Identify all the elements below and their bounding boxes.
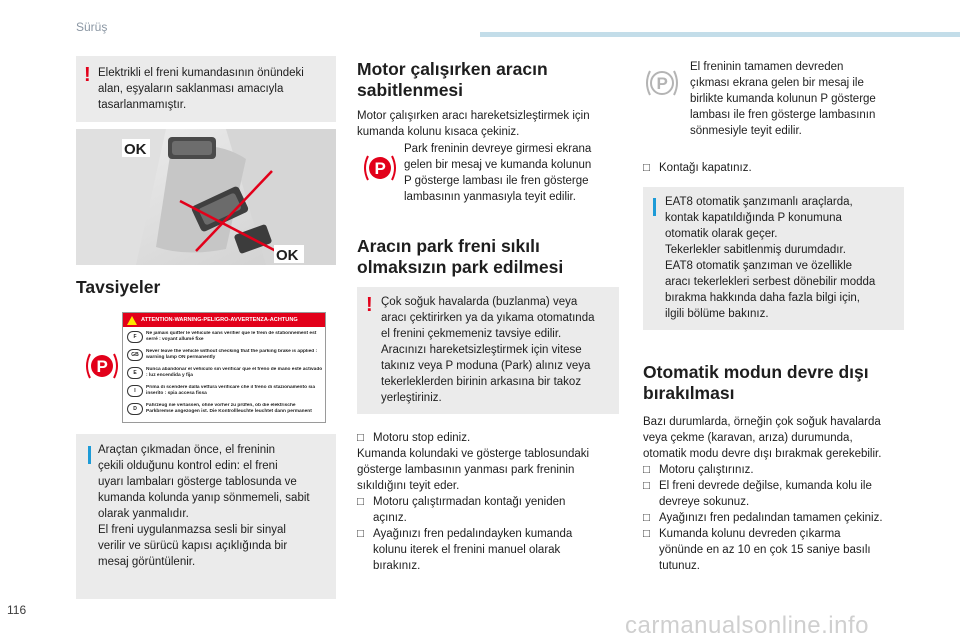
warning-exclamation-icon: !: [84, 64, 91, 86]
label-row: [127, 331, 323, 349]
bullet-text: Ayağınızı fren pedalındayken kumanda: [373, 528, 573, 540]
label-row: [127, 349, 323, 367]
ok-badge-top: OK: [124, 141, 147, 158]
label-country-code: E: [127, 367, 143, 379]
info-box-leaving-vehicle: [76, 434, 336, 599]
text-line: aracı çektirirken ya da yıkama otomatında: [381, 312, 595, 324]
storage-area-photo: [76, 129, 336, 265]
parking-brake-red-icon: [84, 352, 120, 380]
bullet-text: Motoru çalıştırmadan kontağı yeniden: [373, 496, 566, 508]
text-line: Araçtan çıkmadan önce, el freninin: [98, 444, 276, 456]
bullet-marker: □: [357, 496, 364, 508]
text-line: çekili olduğunu kontrol edin: el freni: [98, 460, 278, 472]
text-line: yerleştiriniz.: [381, 392, 442, 404]
text-line: sıkıldığını teyit eder.: [357, 480, 460, 492]
bullet-item: [357, 526, 619, 542]
bullet-text: Ayağınızı fren pedalından tamamen çekiniz.: [659, 512, 883, 524]
parking-brake-grey-icon: [644, 69, 680, 97]
steps-list: [357, 430, 619, 574]
info-marker-icon: [88, 446, 91, 464]
info-marker-icon: [653, 198, 656, 216]
bullet-item: [643, 510, 913, 526]
text-line: aracı tekerlekleri serbest dönebilir modda: [665, 276, 876, 288]
text-line: gösterge lambasının yanması park freninin: [357, 464, 575, 476]
label-row: [127, 385, 323, 403]
text-line: veya çekme (karavan, arıza) durumunda,: [643, 432, 853, 444]
text-line: alan, eşyaların saklanması amacıyla: [98, 83, 284, 95]
text-line: el frenini çekmemeniz tavsiye edilir.: [381, 328, 562, 340]
text-line: ilgili bölüme bakınız.: [665, 308, 769, 320]
bullet-marker: □: [643, 480, 650, 492]
text-line: birlikte kumanda kolunun P gösterge: [690, 93, 876, 105]
label-row: [127, 367, 323, 385]
bullet-marker: □: [643, 464, 650, 476]
text-line: EAT8 otomatik şanzımanlı araçlarda,: [665, 196, 853, 208]
bullet-marker: □: [643, 528, 650, 540]
text-line: uyarı lambaları gösterge tablosunda ve: [98, 476, 297, 488]
bullet-text: El freni devrede değilse, kumanda kolu ile: [659, 480, 872, 492]
paragraph: [643, 414, 881, 462]
paragraph: [690, 59, 876, 139]
bullet-continuation: tutunuz.: [659, 560, 700, 572]
text-line: Tekerlekler sabitlenmiş durumdadır.: [665, 244, 846, 256]
label-row-text: Prima di scendere dalla vettura verificare che il freno di stazionamento sia inserito : spia accesa fissa: [146, 385, 316, 396]
warning-box-storage: [76, 56, 336, 122]
bullet-ignition-off: [643, 160, 752, 176]
bullet-item: [643, 526, 913, 542]
heading-park-without-brake: [357, 236, 563, 278]
text-line: otomatik olarak geçer.: [665, 228, 778, 240]
svg-text:P: P: [656, 74, 668, 93]
heading-line: Otomatik modun devre dışı: [643, 362, 869, 382]
bullet-continuation: açınız.: [373, 512, 407, 524]
warning-label: [122, 312, 326, 423]
parking-brake-red-icon: [362, 154, 398, 182]
text-line: Park freninin devreye girmesi ekrana: [404, 143, 592, 155]
bullet-text: Kontağı kapatınız.: [659, 162, 752, 174]
bullet-text: Kumanda kolunu devreden çıkarma: [659, 528, 841, 540]
label-country-code: I: [127, 385, 143, 397]
label-country-code: GB: [127, 349, 143, 361]
label-row-text: Ne jamais quitter le véhicule sans vérifier que le frein de stationnement est serré : voyant allumé fixe: [146, 331, 317, 342]
text-line: takınız veya P moduna (Park) alınız veya: [381, 360, 591, 372]
text-line: Bazı durumlarda, örneğin çok soğuk havalarda: [643, 416, 881, 428]
warning-box-cold-weather: [357, 287, 619, 414]
svg-text:P: P: [374, 159, 386, 178]
section-title: Sürüş: [76, 20, 108, 34]
heading-tavsiyeler: Tavsiyeler: [76, 277, 161, 297]
bullet-marker: □: [643, 512, 650, 524]
bullet-item: [643, 462, 913, 478]
bullet-text: Motoru çalıştırınız.: [659, 464, 754, 476]
label-country-code: D: [127, 403, 143, 415]
label-title: ATTENTION-WARNING-PELIGRO-AVVERTENZA-ACHTUNG: [141, 317, 298, 323]
label-row-text: Fahrzeug nie verlassen, ohne vorher zu prüfen, ob die elektrische Parkbremse angezogen ist. Die Kontrollleuchte leuchtet dann permanent: [146, 403, 312, 414]
bullet-item: [357, 494, 619, 510]
bullet-continuation: bırakınız.: [373, 560, 421, 572]
text-line: Elektrikli el freni kumandasının önündeki: [98, 67, 304, 79]
text-line: lambasının yanmasıyla teyit edilir.: [404, 191, 576, 203]
heading-engine-running: [357, 59, 548, 101]
heading-auto-mode-off: [643, 362, 869, 404]
label-row: [127, 403, 323, 421]
text-line: tasarlanmamıştır.: [98, 99, 187, 111]
text-line: Aracınızı hareketsizleştirmek için vitese: [381, 344, 582, 356]
text-line: kumanda kolunda yanıp sönmemeli, sabit: [98, 492, 310, 504]
text-line: verilir ve sürücü kapısı açıklığında bir: [98, 540, 288, 552]
text-line: mesaj görüntülenir.: [98, 556, 196, 568]
text-line: kumanda kolunu kısaca çekiniz.: [357, 126, 520, 138]
label-title-strip: [123, 313, 325, 327]
text-line: sönmesiyle teyit edilir.: [690, 125, 802, 137]
watermark: carmanualsonline.info: [625, 612, 869, 639]
svg-text:P: P: [96, 357, 108, 376]
warning-exclamation-icon: !: [366, 294, 373, 316]
steps-list: [643, 462, 913, 574]
text-line: P gösterge lambası ile fren gösterge: [404, 175, 589, 187]
text-line: EAT8 otomatik şanzıman ve özellikle: [665, 260, 853, 272]
text-line: otomatik modu devre dışı bırakmak gerekebilir.: [643, 448, 882, 460]
text-line: El freninin tamamen devreden: [690, 61, 844, 73]
info-box-eat8: [643, 187, 904, 330]
paragraph: [357, 108, 590, 140]
bullet-continuation: kolunu iterek el frenini manuel olarak: [373, 544, 561, 556]
label-country-code: F: [127, 331, 143, 343]
text-line: gelen bir mesaj ve kumanda kolunun: [404, 159, 592, 171]
text-line: bırakma hakkında daha fazla bilgi için,: [665, 292, 860, 304]
text-line: Motor çalışırken aracı hareketsizleştirmek için: [357, 110, 590, 122]
header-bar: [480, 32, 960, 37]
ok-badge-bottom: OK: [276, 247, 299, 264]
warning-triangle-icon: [127, 316, 137, 325]
text-line: lambası ile fren gösterge lambasının: [690, 109, 876, 121]
bullet-marker: □: [643, 162, 650, 174]
heading-line: Motor çalışırken aracın: [357, 59, 548, 79]
page-number: 116: [7, 603, 27, 617]
heading-line: sabitlenmesi: [357, 80, 464, 100]
text-line: Çok soğuk havalarda (buzlanma) veya: [381, 296, 578, 308]
heading-line: bırakılması: [643, 383, 735, 403]
label-row-text: Never leave the vehicle without checking that the parking brake is applied : warning lamp ON permanently: [146, 349, 318, 360]
text-line: tekerleklerden birinin arkasına bir takoz: [381, 376, 582, 388]
paragraph: [404, 141, 591, 205]
bullet-marker: □: [357, 432, 364, 444]
bullet-marker: □: [357, 528, 364, 540]
bullet-text: Motoru stop ediniz.: [373, 432, 471, 444]
bullet-continuation: devreye sokunuz.: [659, 496, 750, 508]
text-line: olarak yanmalıdır.: [98, 508, 189, 520]
heading-line: olmaksızın park edilmesi: [357, 257, 564, 277]
text-line: El freni uygulanmazsa sesli bir sinyal: [98, 524, 286, 536]
text-line: çıkması ekrana gelen bir mesaj ile: [690, 77, 864, 89]
bullet-item: [643, 478, 913, 494]
text-line: Kumanda kolundaki ve gösterge tablosundaki: [357, 448, 590, 460]
heading-line: Aracın park freni sıkılı: [357, 236, 540, 256]
bullet-continuation: yönünde en az 10 en çok 15 saniye basılı: [659, 544, 871, 556]
text-line: kontak kapatıldığında P konumuna: [665, 212, 842, 224]
label-row-text: Nunca abandonar el vehículo sin verificar que el freno de mano esté activado : luz encendida y fija: [146, 367, 323, 378]
bullet-item: [357, 430, 619, 446]
